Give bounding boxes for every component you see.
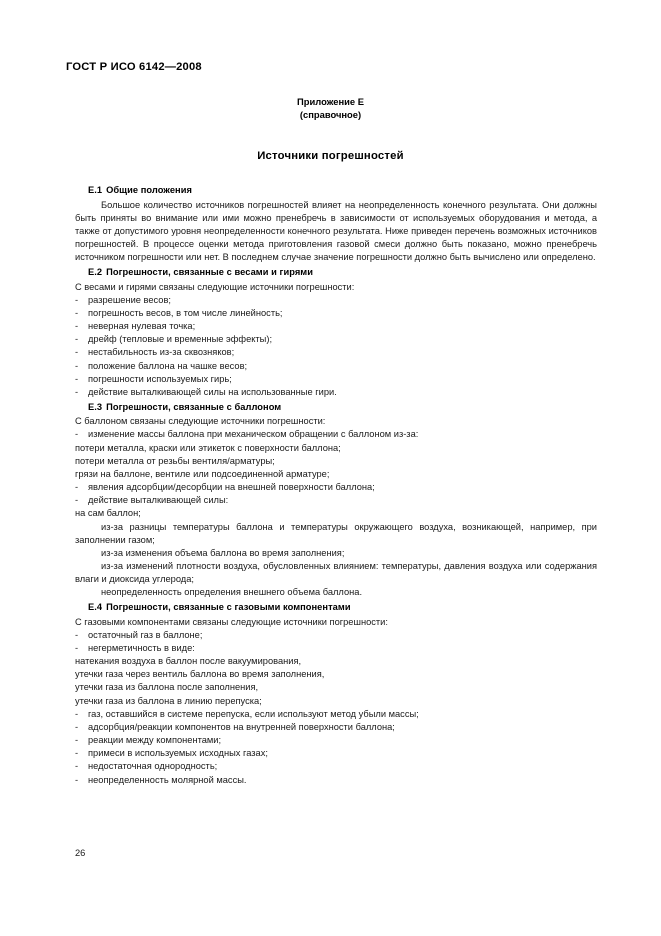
- list-item: - погрешности используемых гирь;: [75, 373, 597, 386]
- list-item: - изменение массы баллона при механическом обращении с баллоном из-за:: [75, 428, 597, 441]
- section-title-e3: Погрешности, связанные с баллоном: [106, 401, 282, 412]
- lead-e2: С весами и гирями связаны следующие источники погрешности:: [75, 281, 355, 292]
- list-e4-part1: [75, 629, 597, 655]
- list-e2: [75, 294, 597, 399]
- section-heading-e4: [75, 601, 597, 614]
- sub-line: утечки газа из баллона в линию перепуска;: [75, 695, 262, 706]
- section-title-e2: Погрешности, связанные с весами и гирями: [106, 266, 313, 277]
- lead-e4: С газовыми компонентами связаны следующие источники погрешности:: [75, 616, 388, 627]
- sub-line: из-за разницы температуры баллона и температуры окружающего воздуха, возникающей, например, при заполнении газом;: [75, 521, 597, 545]
- list-item: - действие выталкивающей силы:: [75, 494, 597, 507]
- section-number-e3: E.3: [88, 401, 103, 412]
- running-head: ГОСТ Р ИСО 6142—2008: [66, 61, 202, 73]
- sub-line: на сам баллон;: [75, 508, 141, 519]
- sub-line: неопределенность определения внешнего объема баллона.: [101, 587, 363, 598]
- document-body: [75, 184, 597, 787]
- list-item: - остаточный газ в баллоне;: [75, 629, 597, 642]
- list-e3-part2: [75, 481, 597, 507]
- list-e4-part2: [75, 708, 597, 787]
- list-item: - действие выталкивающей силы на использованные гири.: [75, 386, 597, 399]
- list-item: - дрейф (тепловые и временные эффекты);: [75, 333, 597, 346]
- sub-line: грязи на баллоне, вентиле или подсоединенной арматуре;: [75, 468, 330, 479]
- list-item: - неопределенность молярной массы.: [75, 774, 597, 787]
- sub-line: утечки газа из баллона после заполнения,: [75, 682, 259, 693]
- lead-e3: С баллоном связаны следующие источники погрешности:: [75, 416, 326, 427]
- list-item: - недостаточная однородность;: [75, 760, 597, 773]
- page-number: 26: [75, 848, 86, 858]
- annex-kind: (справочное): [299, 108, 362, 120]
- section-heading-e1: [75, 184, 597, 197]
- section-number-e2: E.2: [88, 266, 103, 277]
- sub-line: потери металла от резьбы вентиля/арматуры;: [75, 455, 275, 466]
- list-item: - реакции между компонентами;: [75, 734, 597, 747]
- sub-line: потери металла, краски или этикеток с поверхности баллона;: [75, 442, 341, 453]
- list-e3-part1: [75, 428, 597, 441]
- annex-block: [0, 96, 661, 121]
- list-item: - положение баллона на чашке весов;: [75, 360, 597, 373]
- sub-line: из-за изменения объема баллона во время заполнения;: [101, 547, 345, 558]
- list-item: - разрешение весов;: [75, 294, 597, 307]
- section-heading-e3: [75, 401, 597, 414]
- list-item: - нестабильность из-за сквозняков;: [75, 346, 597, 359]
- list-item: - негерметичность в виде:: [75, 642, 597, 655]
- section-title-e4: Погрешности, связанные с газовыми компонентами: [106, 601, 351, 612]
- sub-line: натекания воздуха в баллон после вакуумирования,: [75, 656, 302, 667]
- sub-line: из-за изменений плотности воздуха, обусловленных влиянием: температуры, давления воздуха или содержания влаги и диоксида углерода;: [75, 561, 597, 585]
- list-item: - погрешность весов, в том числе линейность;: [75, 307, 597, 320]
- page-title: Источники погрешностей: [257, 150, 404, 162]
- paragraph-e1: Большое количество источников погрешностей влияет на неопределенность конечного результата. Они должны быть приняты во внимание или ими можно пренебречь в зависимости от используемых оборудования и метода, а также от допустимого уровня неопределенности конечного результата. Ниже приведен перечень возможных источников погрешностей. В процессе оценки метода приготовления газовой смеси должно быть показано, можно пренебречь источником погрешности или нет. В последнем случае значение погрешности должно быть вычислено или определено.: [75, 199, 597, 263]
- list-item: - газ, оставшийся в системе перепуска, если используют метод убыли массы;: [75, 708, 597, 721]
- section-number-e1: E.1: [88, 185, 103, 195]
- section-number-e4: E.4: [88, 601, 103, 612]
- sub-line: утечки газа через вентиль баллона во время заполнения,: [75, 669, 325, 680]
- section-heading-e2: [75, 266, 597, 279]
- list-item: - примеси в используемых исходных газах;: [75, 747, 597, 760]
- list-item: - неверная нулевая точка;: [75, 320, 597, 333]
- section-title-e1: Общие положения: [106, 185, 192, 195]
- list-item: - явления адсорбции/десорбции на внешней поверхности баллона;: [75, 481, 597, 494]
- list-item: - адсорбция/реакции компонентов на внутренней поверхности баллона;: [75, 721, 597, 734]
- annex-label: Приложение Е: [297, 96, 364, 107]
